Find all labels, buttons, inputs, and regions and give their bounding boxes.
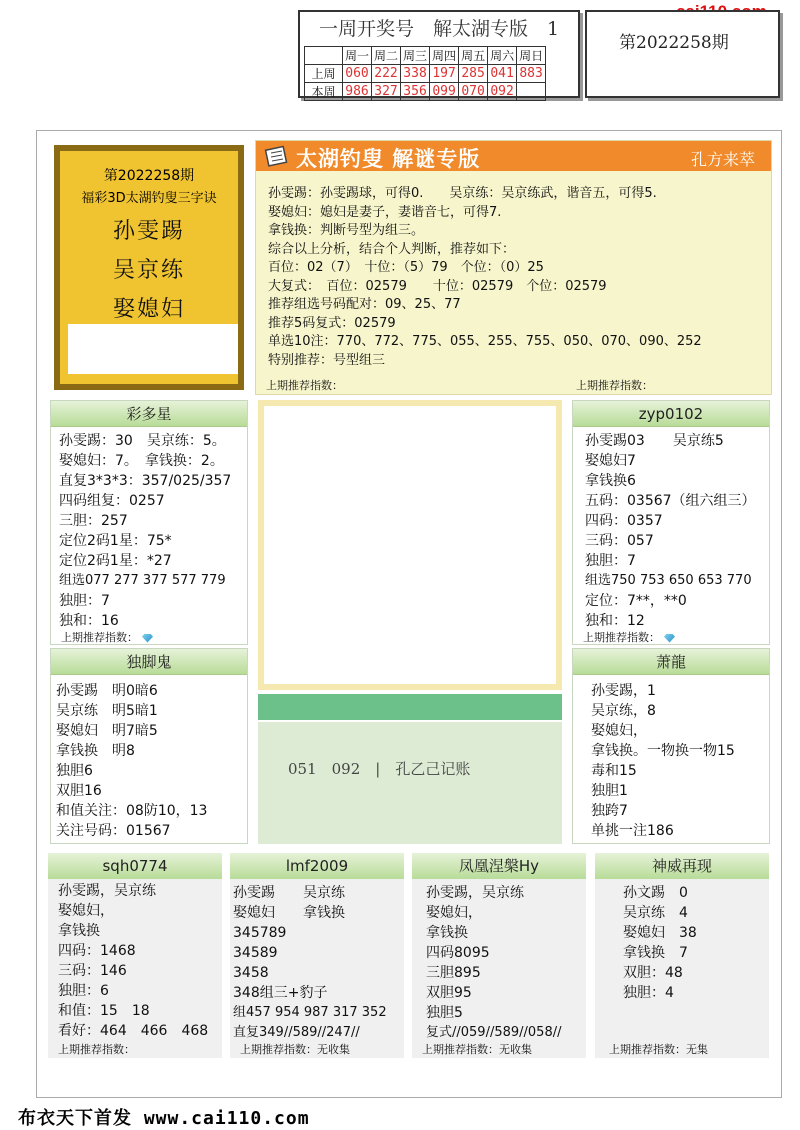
card-line: 三胆：257 bbox=[59, 513, 128, 529]
center-note-panel bbox=[258, 722, 562, 844]
puzzle-line: 推荐组选号码配对：09、25、77 bbox=[268, 297, 461, 312]
card-line: 和值关注：08防10，13 bbox=[56, 803, 208, 819]
card-body bbox=[51, 675, 247, 841]
card-line: 独和：12 bbox=[585, 613, 645, 629]
card-line: 孙雯踢 吴京练 bbox=[233, 885, 345, 901]
card-line: 娶媳妇：7。 拿钱换：2。 bbox=[59, 453, 224, 469]
card-line: 独胆6 bbox=[56, 763, 93, 779]
scroll-icon bbox=[264, 144, 290, 168]
table-cell: 285 bbox=[459, 65, 488, 83]
center-note-text: 051 092 | 孔乙己记账 bbox=[288, 760, 471, 778]
center-frame bbox=[258, 400, 562, 690]
card-body bbox=[573, 427, 769, 631]
card-line: 定位：7**，**0 bbox=[585, 593, 687, 609]
card-line: 看好：464 466 468 bbox=[58, 1023, 209, 1039]
table-cell: 周日 bbox=[517, 47, 546, 65]
table-cell: 327 bbox=[372, 83, 401, 101]
card-line: 组选750 753 650 653 770 bbox=[585, 573, 752, 588]
card-line: 孙雯踢03 吴京练5 bbox=[585, 433, 724, 449]
card-line: 独胆：4 bbox=[623, 985, 674, 1001]
mnemonic-line: 吴京练 bbox=[112, 258, 185, 283]
card-line: 拿钱换 明8 bbox=[56, 743, 135, 759]
blank-panel bbox=[68, 324, 238, 374]
card-fenghuang bbox=[412, 853, 586, 1058]
card-line: 独跨7 bbox=[591, 803, 628, 819]
card-caiduoxing bbox=[50, 400, 248, 645]
card-line: 娶媳妇7 bbox=[585, 453, 636, 469]
table-cell: 周三 bbox=[401, 47, 430, 65]
card-line: 三胆895 bbox=[426, 965, 481, 981]
card-line: 娶媳妇， bbox=[426, 905, 482, 921]
puzzle-panel bbox=[255, 140, 772, 395]
card-sqh0774 bbox=[48, 853, 222, 1058]
puzzle-line: 特别推荐：号型组三 bbox=[268, 352, 386, 368]
mnemonic-line: 孙雯踢 bbox=[112, 219, 185, 244]
center-green-bar bbox=[258, 694, 562, 720]
card-title: sqh0774 bbox=[48, 853, 222, 879]
card-zyp0102 bbox=[572, 400, 770, 645]
card-line: 直复349//589//247// bbox=[233, 1025, 360, 1040]
row-label: 本周 bbox=[305, 83, 343, 101]
period-label: 第2022258期 bbox=[619, 33, 729, 53]
card-line: 34589 bbox=[233, 945, 278, 961]
card-line: 关注号码：01567 bbox=[56, 823, 171, 839]
card-line: 拿钱换。一物换一物15 bbox=[591, 743, 735, 759]
card-line: 复式//059//589//058// bbox=[426, 1025, 562, 1040]
table-cell: 周五 bbox=[459, 47, 488, 65]
table-cell: 周六 bbox=[488, 47, 517, 65]
puzzle-title: 太湖钓叟 解谜专版 bbox=[296, 146, 481, 171]
card-foot bbox=[61, 629, 153, 645]
card-line: 3458 bbox=[233, 965, 269, 981]
card-line: 孙雯踢 明0暗6 bbox=[56, 683, 158, 699]
row-label: 上周 bbox=[305, 65, 343, 83]
puzzle-line: 大复式： 百位：02579 十位：02579 个位：02579 bbox=[268, 278, 607, 294]
puzzle-foot-left: 上期推荐指数： bbox=[266, 379, 343, 392]
rating-label: 上期推荐指数： bbox=[61, 631, 138, 644]
card-line: 孙文踢 0 bbox=[623, 885, 688, 901]
card-line: 拿钱换 bbox=[426, 925, 468, 941]
card-title: 凤凰涅槃Hy bbox=[412, 853, 586, 879]
weekly-draw-title: 一周开奖号 解太湖专版 1 bbox=[318, 18, 560, 40]
card-line: 定位2码1星：*27 bbox=[59, 553, 172, 569]
card-body bbox=[230, 879, 404, 1043]
mnemonic-subtitle: 福彩3D太湖钓叟三字诀 bbox=[81, 191, 217, 206]
table-cell bbox=[305, 47, 343, 65]
card-line: 双胆95 bbox=[426, 985, 472, 1001]
card-line: 和值：15 18 bbox=[58, 1003, 150, 1019]
table-cell: 周二 bbox=[372, 47, 401, 65]
table-row-last-week bbox=[305, 65, 546, 83]
card-title: zyp0102 bbox=[573, 401, 769, 427]
card-line: 娶媳妇 38 bbox=[623, 925, 697, 941]
table-cell: 197 bbox=[430, 65, 459, 83]
card-line: 双胆：48 bbox=[623, 965, 683, 981]
table-cell: 356 bbox=[401, 83, 430, 101]
table-cell: 周四 bbox=[430, 47, 459, 65]
table-cell: 060 bbox=[343, 65, 372, 83]
card-body bbox=[51, 427, 247, 631]
mnemonic-card bbox=[54, 145, 244, 390]
card-dujiaogui bbox=[50, 648, 248, 844]
card-line: 独胆1 bbox=[591, 783, 628, 799]
card-line: 独胆：7 bbox=[585, 553, 636, 569]
puzzle-line: 孙雯踢：孙雯踢球，可得0. 吴京练：吴京练武，谐音五，可得5. bbox=[268, 186, 657, 201]
rating-label: 上期推荐指数： bbox=[583, 631, 660, 644]
card-xiaolong bbox=[572, 648, 770, 844]
card-line: 毒和15 bbox=[591, 763, 637, 779]
weekly-draw-table bbox=[304, 46, 546, 101]
card-line: 拿钱换6 bbox=[585, 473, 636, 489]
card-line: 孙雯踢，1 bbox=[591, 683, 656, 699]
card-foot: 上期推荐指数： bbox=[58, 1043, 135, 1056]
puzzle-header bbox=[256, 141, 771, 171]
card-line: 定位2码1星：75* bbox=[59, 533, 172, 549]
card-shenwei bbox=[595, 853, 769, 1058]
card-line: 独胆：6 bbox=[58, 983, 109, 999]
puzzle-foot-right: 上期推荐指数： bbox=[576, 379, 653, 392]
card-line: 组457 954 987 317 352 bbox=[233, 1005, 387, 1020]
diamond-icon bbox=[142, 634, 153, 643]
card-body bbox=[412, 879, 586, 1043]
card-line: 四码8095 bbox=[426, 945, 490, 961]
footer-banner[interactable]: 布衣天下首发 www.cai110.com bbox=[18, 1108, 310, 1129]
card-foot: 上期推荐指数：无收集 bbox=[422, 1043, 532, 1056]
card-line: 345789 bbox=[233, 925, 287, 941]
card-line: 吴京练 明5暗1 bbox=[56, 703, 158, 719]
center-blank bbox=[264, 406, 556, 684]
weekly-draw-box bbox=[298, 10, 580, 98]
card-line: 娶媳妇 明7暗5 bbox=[56, 723, 158, 739]
mnemonic-card-inner bbox=[60, 151, 238, 384]
table-header-row bbox=[305, 47, 546, 65]
card-foot: 上期推荐指数：无集 bbox=[609, 1043, 708, 1056]
card-line: 三码：146 bbox=[58, 963, 127, 979]
card-lmf2009 bbox=[230, 853, 404, 1058]
puzzle-body bbox=[256, 171, 771, 370]
card-title: lmf2009 bbox=[230, 853, 404, 879]
card-line: 拿钱换 bbox=[58, 923, 100, 939]
card-line: 孙雯踢，吴京练 bbox=[58, 883, 156, 899]
card-line: 直复3*3*3：357/025/357 bbox=[59, 473, 232, 489]
mnemonic-period: 第2022258期 bbox=[103, 168, 195, 184]
table-cell: 986 bbox=[343, 83, 372, 101]
card-title: 萧龍 bbox=[573, 649, 769, 675]
card-line: 四码组复：0257 bbox=[59, 493, 165, 509]
table-row-this-week bbox=[305, 83, 546, 101]
card-foot: 上期推荐指数：无收集 bbox=[240, 1043, 350, 1056]
card-body bbox=[595, 879, 769, 1003]
table-cell: 092 bbox=[488, 83, 517, 101]
puzzle-line: 拿钱换：判断号型为组三。 bbox=[268, 223, 425, 238]
card-line: 四码：0357 bbox=[585, 513, 663, 529]
card-line: 拿钱换 7 bbox=[623, 945, 688, 961]
card-line: 单挑一注186 bbox=[591, 823, 674, 839]
card-line: 三码：057 bbox=[585, 533, 654, 549]
card-line: 吴京练，8 bbox=[591, 703, 656, 719]
puzzle-line: 娶媳妇：媳妇是妻子，妻谐音七，可得7. bbox=[268, 204, 502, 220]
card-body bbox=[48, 879, 222, 1041]
table-cell: 222 bbox=[372, 65, 401, 83]
card-line: 组选077 277 377 577 779 bbox=[59, 573, 226, 588]
card-line: 娶媳妇 拿钱换 bbox=[233, 905, 345, 921]
table-cell: 338 bbox=[401, 65, 430, 83]
puzzle-line: 推荐5码复式：02579 bbox=[268, 315, 396, 331]
table-cell: 099 bbox=[430, 83, 459, 101]
card-title: 神威再现 bbox=[595, 853, 769, 879]
card-line: 四码：1468 bbox=[58, 943, 136, 959]
diamond-icon bbox=[664, 634, 675, 643]
table-cell: 041 bbox=[488, 65, 517, 83]
card-line: 348组三+豹子 bbox=[233, 985, 328, 1001]
table-cell: 883 bbox=[517, 65, 546, 83]
card-line: 双胆16 bbox=[56, 783, 102, 799]
mnemonic-line: 娶媳妇 bbox=[112, 297, 185, 322]
table-cell: 周一 bbox=[343, 47, 372, 65]
card-line: 独和：16 bbox=[59, 613, 119, 629]
card-line: 独胆：7 bbox=[59, 593, 110, 609]
card-body bbox=[573, 675, 769, 841]
card-foot bbox=[583, 629, 675, 645]
table-cell: 070 bbox=[459, 83, 488, 101]
card-line: 独胆5 bbox=[426, 1005, 463, 1021]
card-line: 吴京练 4 bbox=[623, 905, 688, 921]
puzzle-line: 单选10注：770、772、775、055、255、755、050、070、090、252 bbox=[268, 334, 702, 349]
card-title: 独脚鬼 bbox=[51, 649, 247, 675]
puzzle-line: 百位：02（7） 十位：（5）79 个位：（0）25 bbox=[268, 260, 544, 275]
card-line: 孙雯踢：30 吴京练：5。 bbox=[59, 433, 226, 449]
card-line: 五码：03567（组六组三） bbox=[585, 493, 756, 509]
puzzle-line: 综合以上分析，结合个人判断，推荐如下： bbox=[268, 241, 516, 257]
puzzle-author: 孔方来萃 bbox=[690, 150, 755, 169]
table-cell bbox=[517, 83, 546, 101]
period-box bbox=[585, 10, 780, 98]
card-title: 彩多星 bbox=[51, 401, 247, 427]
card-line: 娶媳妇， bbox=[591, 723, 647, 739]
card-line: 娶媳妇， bbox=[58, 903, 114, 919]
card-line: 孙雯踢，吴京练 bbox=[426, 885, 524, 901]
